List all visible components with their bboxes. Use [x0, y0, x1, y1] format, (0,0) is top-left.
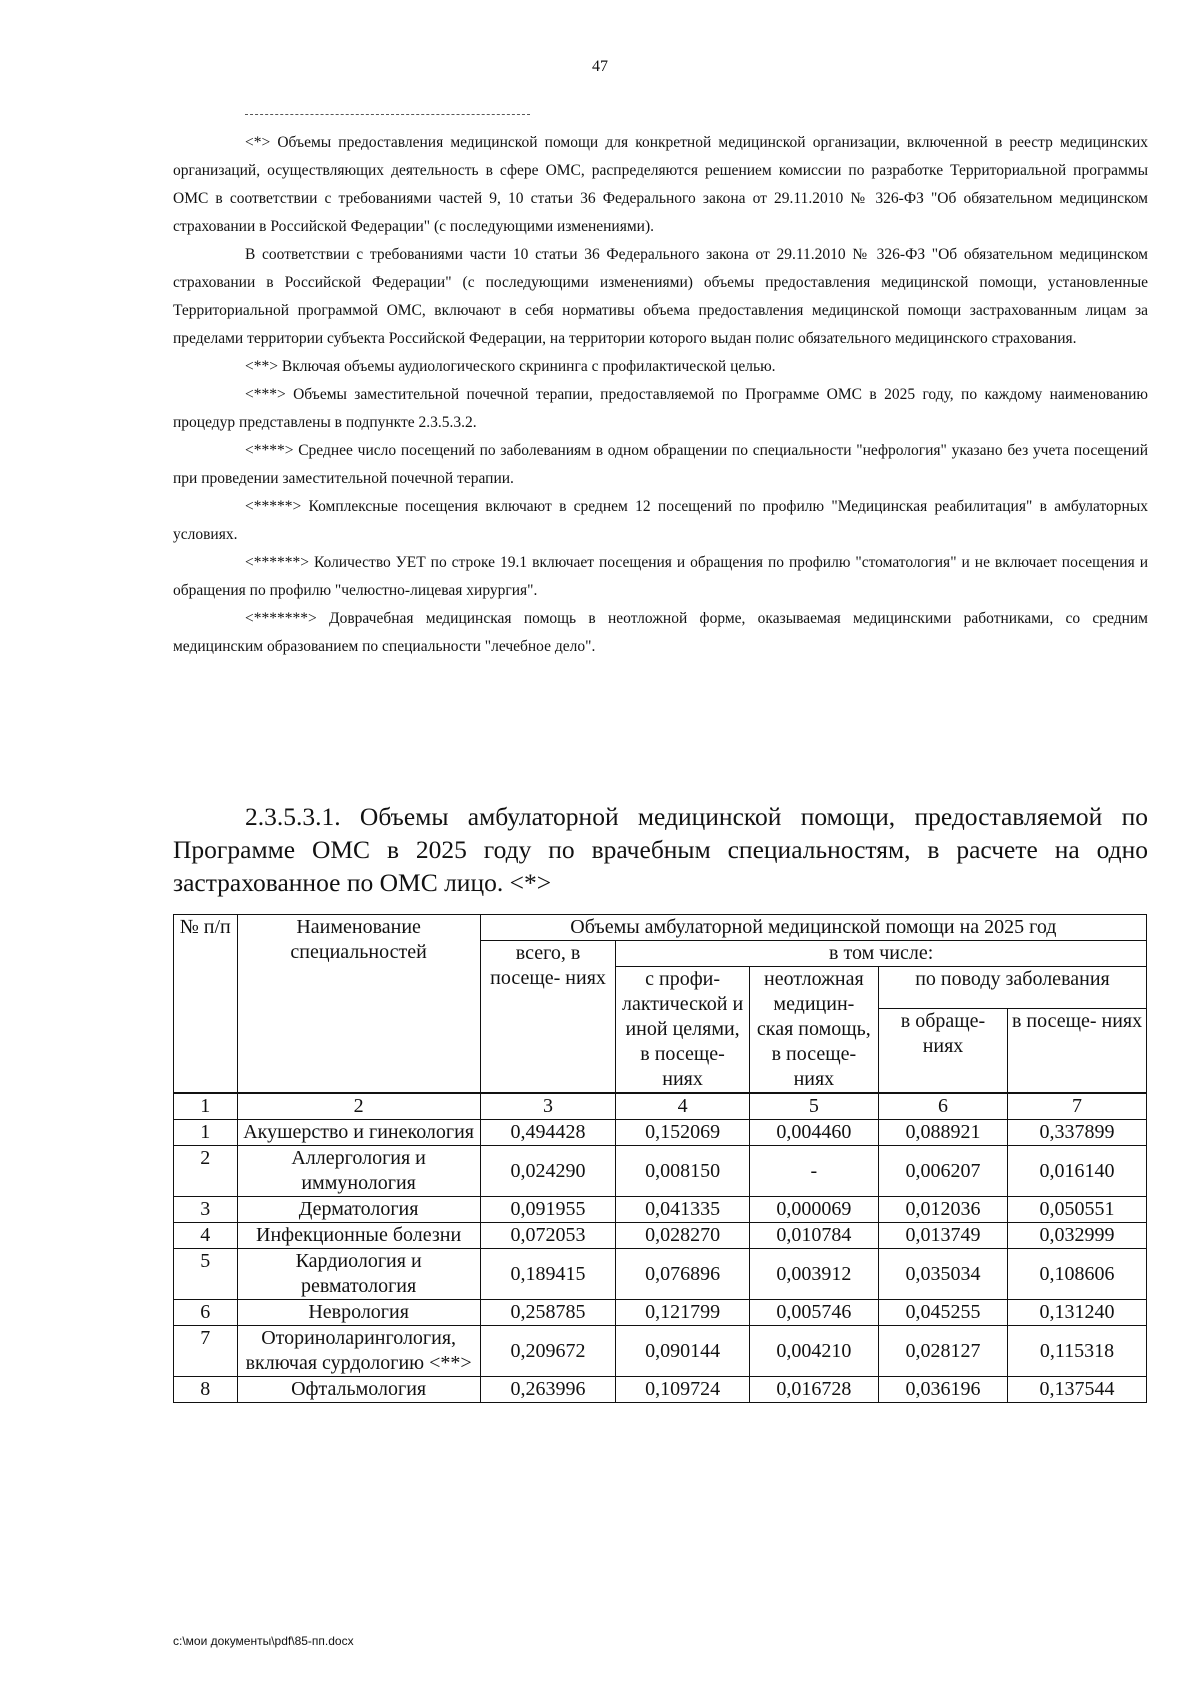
- footnote-separator: [245, 114, 530, 129]
- table-row: [174, 1377, 1147, 1403]
- specialty-name: Кардиология и ревматология: [237, 1249, 480, 1300]
- header-total: всего, в посеще- ниях: [480, 941, 616, 1094]
- column-number: 1: [174, 1093, 238, 1120]
- disease-visits: 0,108606: [1008, 1249, 1147, 1300]
- disease-visits: 0,137544: [1008, 1377, 1147, 1403]
- prophylactic-visits: 0,008150: [616, 1146, 749, 1197]
- volumes-table: [173, 914, 1147, 1403]
- specialty-name: Офтальмология: [237, 1377, 480, 1403]
- prophylactic-visits: 0,028270: [616, 1223, 749, 1249]
- specialty-name: Аллергология и иммунология: [237, 1146, 480, 1197]
- disease-cases: 0,028127: [878, 1326, 1007, 1377]
- footnote-4: <****> Среднее число посещений по заболеваниям в одном обращении по специальности "нефрология" указано без учета посещений при проведении заместительной почечной терапии.: [173, 442, 1148, 487]
- footnote-7: <*******> Доврачебная медицинская помощь в неотложной форме, оказываемая медицинскими работниками, со средним медицинским образованием по специальности "лечебное дело".: [173, 610, 1148, 655]
- total-visits: 0,091955: [480, 1197, 616, 1223]
- specialty-name: Оториноларингология, включая сурдологию <**>: [237, 1326, 480, 1377]
- urgent-visits: 0,003912: [749, 1249, 878, 1300]
- footnote-6: <******> Количество УЕТ по строке 19.1 включает посещения и обращения по профилю "стоматология" и не включает посещения и обращения по профилю "челюстно-лицевая хирургия".: [173, 554, 1148, 599]
- total-visits: 0,024290: [480, 1146, 616, 1197]
- disease-visits: 0,115318: [1008, 1326, 1147, 1377]
- disease-cases: 0,045255: [878, 1300, 1007, 1326]
- table-row: [174, 1326, 1147, 1377]
- footnote-1-continuation: В соответствии с требованиями части 10 статьи 36 Федерального закона от 29.11.2010 № 326-ФЗ "Об обязательном медицинском страховании в Российской Федерации" (с последующими изменениями) объемы предоставления медицинской помощи, установленные Территориальной программой ОМС, включают в себя нормативы объема предоставления медицинской помощи застрахованным лицам за пределами территории субъекта Российской Федерации, на территории которого выдан полис обязательного медицинского страхования.: [173, 246, 1148, 347]
- specialty-name: Акушерство и гинекология: [237, 1120, 480, 1146]
- header-including: в том числе:: [616, 941, 1147, 967]
- table-header: [174, 915, 1147, 1094]
- header-prophylactic: с профи- лактической и иной целями, в посеще- ниях: [616, 967, 749, 1094]
- disease-visits: 0,016140: [1008, 1146, 1147, 1197]
- urgent-visits: 0,000069: [749, 1197, 878, 1223]
- urgent-visits: 0,016728: [749, 1377, 878, 1403]
- specialty-name: Неврология: [237, 1300, 480, 1326]
- header-cases: в обраще- ниях: [878, 1009, 1007, 1093]
- total-visits: 0,258785: [480, 1300, 616, 1326]
- disease-cases: 0,013749: [878, 1223, 1007, 1249]
- footnote-5: <*****> Комплексные посещения включают в среднем 12 посещений по профилю "Медицинская реабилитация" в амбулаторных условиях.: [173, 498, 1148, 543]
- header-disease: по поводу заболевания: [878, 967, 1146, 1009]
- row-number: 1: [174, 1120, 238, 1146]
- column-number: 5: [749, 1093, 878, 1120]
- row-number: 4: [174, 1223, 238, 1249]
- urgent-visits: 0,010784: [749, 1223, 878, 1249]
- header-visits: в посеще- ниях: [1008, 1009, 1147, 1093]
- total-visits: 0,072053: [480, 1223, 616, 1249]
- footnotes-block: [173, 114, 1148, 661]
- disease-cases: 0,012036: [878, 1197, 1007, 1223]
- urgent-visits: 0,005746: [749, 1300, 878, 1326]
- row-number: 5: [174, 1249, 238, 1300]
- disease-visits: 0,337899: [1008, 1120, 1147, 1146]
- disease-visits: 0,131240: [1008, 1300, 1147, 1326]
- table-row: [174, 1120, 1147, 1146]
- header-number: № п/п: [174, 915, 238, 1094]
- header-urgent: неотложная медицин- ская помощь, в посеще- ниях: [749, 967, 878, 1094]
- prophylactic-visits: 0,121799: [616, 1300, 749, 1326]
- header-volumes: Объемы амбулаторной медицинской помощи на 2025 год: [480, 915, 1146, 941]
- specialty-name: Дерматология: [237, 1197, 480, 1223]
- prophylactic-visits: 0,152069: [616, 1120, 749, 1146]
- total-visits: 0,494428: [480, 1120, 616, 1146]
- disease-visits: 0,050551: [1008, 1197, 1147, 1223]
- total-visits: 0,189415: [480, 1249, 616, 1300]
- urgent-visits: 0,004460: [749, 1120, 878, 1146]
- column-number-row: [174, 1093, 1147, 1120]
- table-row: [174, 1197, 1147, 1223]
- column-number: 7: [1008, 1093, 1147, 1120]
- row-number: 6: [174, 1300, 238, 1326]
- urgent-visits: -: [749, 1146, 878, 1197]
- footer-file-path: c:\мои документы\pdf\85-пп.docx: [173, 1634, 354, 1648]
- disease-cases: 0,036196: [878, 1377, 1007, 1403]
- table-row: [174, 1223, 1147, 1249]
- specialty-name: Инфекционные болезни: [237, 1223, 480, 1249]
- prophylactic-visits: 0,041335: [616, 1197, 749, 1223]
- table-row: [174, 1146, 1147, 1197]
- row-number: 2: [174, 1146, 238, 1197]
- table-row: [174, 1300, 1147, 1326]
- prophylactic-visits: 0,090144: [616, 1326, 749, 1377]
- disease-cases: 0,035034: [878, 1249, 1007, 1300]
- table-body: [174, 1093, 1147, 1403]
- column-number: 4: [616, 1093, 749, 1120]
- disease-cases: 0,088921: [878, 1120, 1007, 1146]
- row-number: 7: [174, 1326, 238, 1377]
- footnote-1: <*> Объемы предоставления медицинской помощи для конкретной медицинской организации, включенной в реестр медицинских организаций, осуществляющих деятельность в сфере ОМС, распределяются решением комиссии по разработке Территориальной программы ОМС в соответствии с требованиями частей 9, 10 статьи 36 Федерального закона от 29.11.2010 № 326-ФЗ "Об обязательном медицинском страховании в Российской Федерации" (с последующими изменениями).: [173, 134, 1148, 235]
- prophylactic-visits: 0,109724: [616, 1377, 749, 1403]
- total-visits: 0,209672: [480, 1326, 616, 1377]
- footnote-3: <***> Объемы заместительной почечной терапии, предоставляемой по Программе ОМС в 2025 году, по каждому наименованию процедур представлены в подпункте 2.3.5.3.2.: [173, 386, 1148, 431]
- row-number: 3: [174, 1197, 238, 1223]
- disease-cases: 0,006207: [878, 1146, 1007, 1197]
- row-number: 8: [174, 1377, 238, 1403]
- prophylactic-visits: 0,076896: [616, 1249, 749, 1300]
- urgent-visits: 0,004210: [749, 1326, 878, 1377]
- page-number: 47: [592, 58, 608, 75]
- section-heading: 2.3.5.3.1. Объемы амбулаторной медицинской помощи, предоставляемой по Программе ОМС в 2025 году по врачебным специальностям, в расчете на одно застрахованное по ОМС лицо. <*>: [173, 802, 1148, 897]
- table-row: [174, 1249, 1147, 1300]
- column-number: 2: [237, 1093, 480, 1120]
- header-specialty: Наименование специальностей: [237, 915, 480, 1094]
- column-number: 6: [878, 1093, 1007, 1120]
- column-number: 3: [480, 1093, 616, 1120]
- total-visits: 0,263996: [480, 1377, 616, 1403]
- disease-visits: 0,032999: [1008, 1223, 1147, 1249]
- footnote-2: <**> Включая объемы аудиологического скрининга с профилактической целью.: [245, 358, 776, 375]
